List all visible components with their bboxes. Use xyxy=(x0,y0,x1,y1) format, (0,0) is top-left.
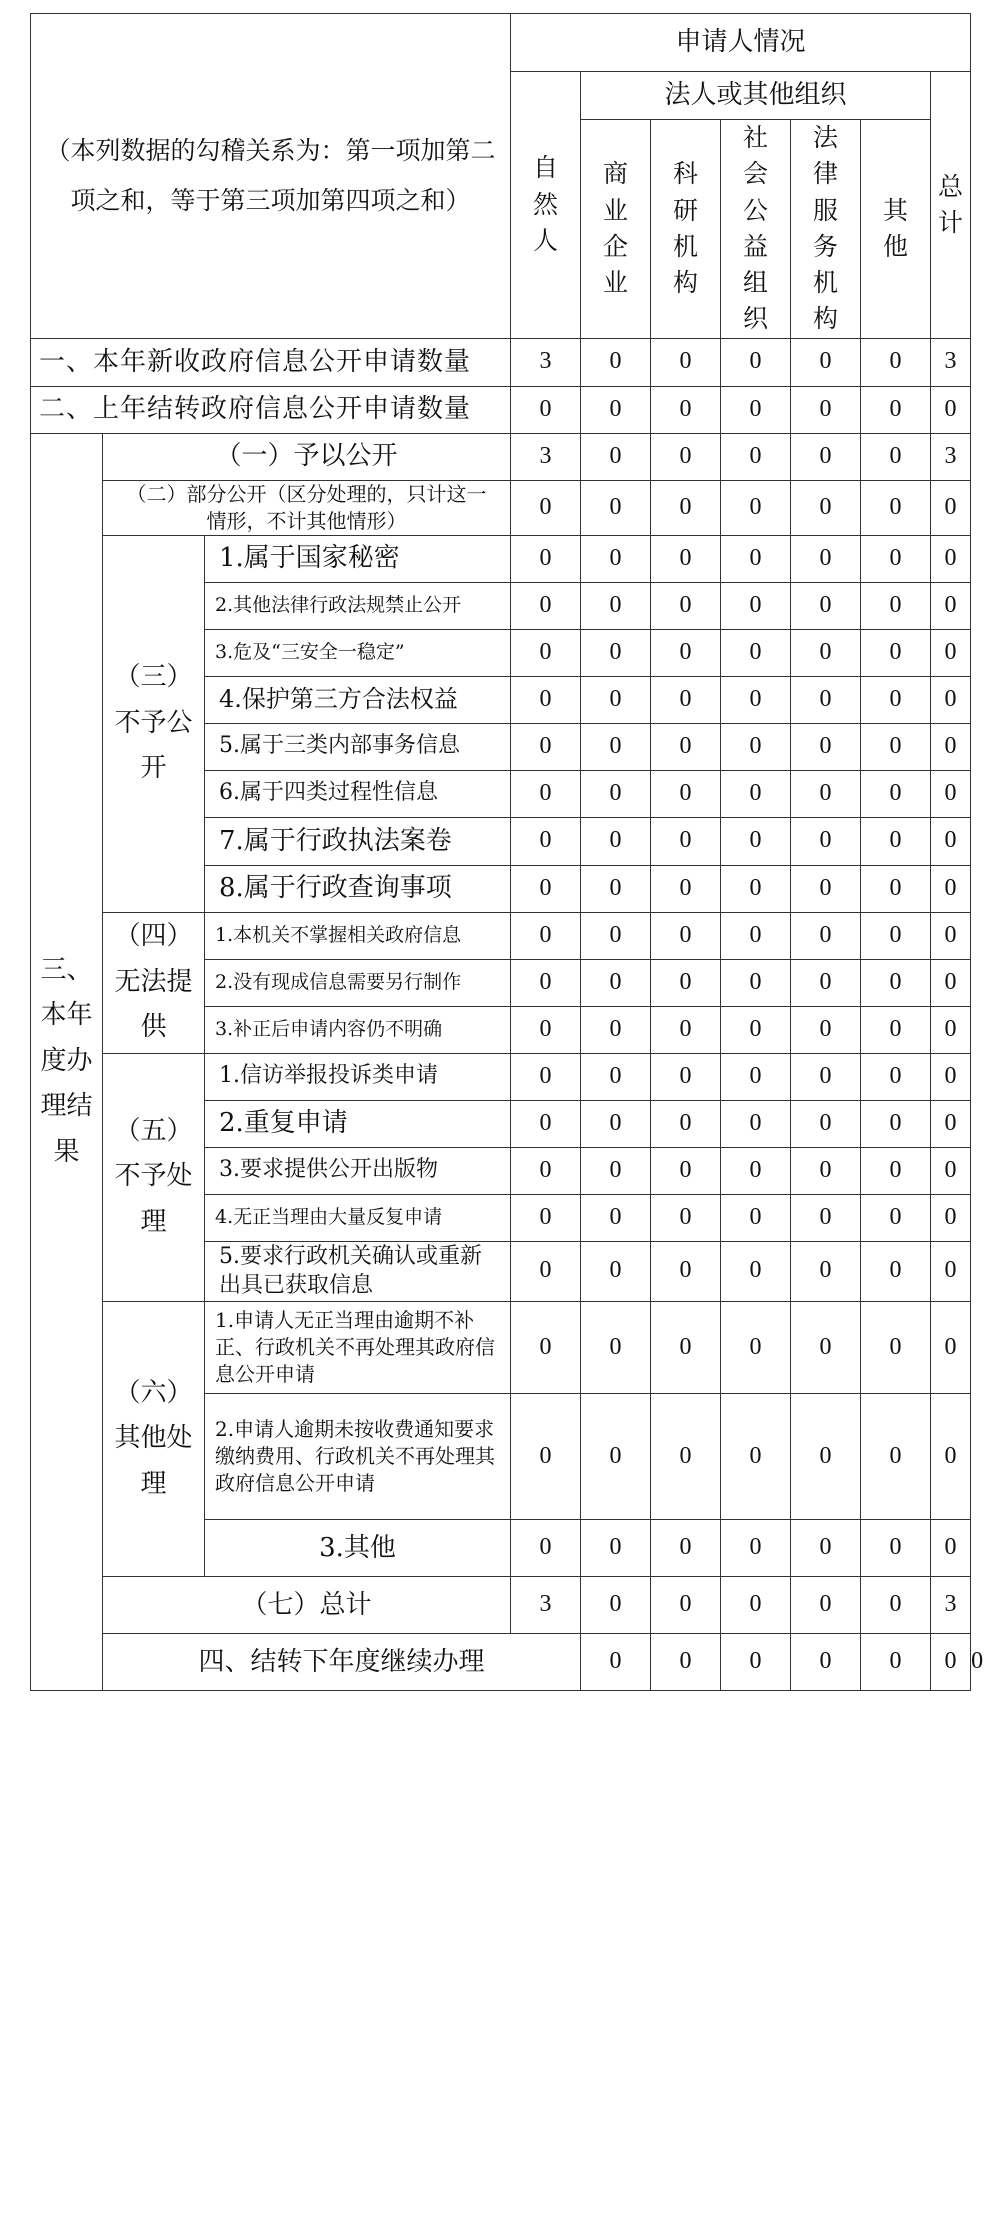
cell: 0 xyxy=(651,1006,721,1053)
cell: 0 xyxy=(931,1006,971,1053)
cell: 0 xyxy=(511,582,581,629)
category-6-label: （六）其他处理 xyxy=(103,1301,205,1576)
cell: 0 xyxy=(511,676,581,723)
cell: 0 xyxy=(651,1053,721,1100)
cell: 0 xyxy=(861,1006,931,1053)
cell: 0 xyxy=(861,770,931,817)
cell: 0 xyxy=(581,770,651,817)
cell: 0 xyxy=(861,1519,931,1576)
category-5-label: （五）不予处理 xyxy=(103,1053,205,1301)
header-applicant: 申请人情况 xyxy=(511,14,971,72)
cell: 0 xyxy=(581,1006,651,1053)
cell: 0 xyxy=(931,676,971,723)
table-row xyxy=(31,386,971,433)
row-label: 一、本年新收政府信息公开申请数量 xyxy=(31,338,511,386)
cell: 0 xyxy=(511,1241,581,1301)
cell: 0 xyxy=(651,1301,721,1393)
cell: 0 xyxy=(721,535,791,582)
cell: 0 xyxy=(861,480,931,535)
cell: 0 xyxy=(791,1194,861,1241)
cell: 0 xyxy=(511,1519,581,1576)
cell: 0 xyxy=(861,1241,931,1301)
row-label: 4.保护第三方合法权益 xyxy=(205,676,511,723)
cell: 0 xyxy=(721,912,791,959)
cell: 0 xyxy=(721,1519,791,1576)
cell: 0 xyxy=(651,1519,721,1576)
row-label: 3.要求提供公开出版物 xyxy=(205,1147,511,1194)
cell: 0 xyxy=(721,865,791,912)
row-label: 四、结转下年度继续办理 xyxy=(103,1633,581,1690)
table-row xyxy=(31,1301,971,1393)
cell: 0 xyxy=(931,1393,971,1519)
cell: 0 xyxy=(791,817,861,865)
table-row xyxy=(31,480,971,535)
cell: 0 xyxy=(651,1100,721,1147)
cell: 0 xyxy=(791,1393,861,1519)
col-natural-person: 自然人 xyxy=(511,72,581,339)
cell: 0 xyxy=(581,338,651,386)
cell: 0 xyxy=(721,1053,791,1100)
cell: 0 xyxy=(791,723,861,770)
cell: 0 xyxy=(861,959,931,1006)
cell: 0 xyxy=(931,912,971,959)
row-label: （七）总计 xyxy=(103,1576,511,1633)
cell: 0 xyxy=(721,723,791,770)
col-public-welfare: 社会公益组织 xyxy=(721,120,791,339)
cell: 0 xyxy=(791,912,861,959)
cell: 3 xyxy=(931,1576,971,1633)
cell: 0 xyxy=(581,817,651,865)
cell: 0 xyxy=(581,1576,651,1633)
cell: 0 xyxy=(861,1194,931,1241)
cell: 0 xyxy=(511,1194,581,1241)
cell: 0 xyxy=(581,433,651,480)
cell: 0 xyxy=(931,1241,971,1301)
cell: 0 xyxy=(721,1006,791,1053)
disclosure-statistics-table xyxy=(30,13,984,1691)
cell: 0 xyxy=(791,1241,861,1301)
cell: 0 xyxy=(861,433,931,480)
cell: 3 xyxy=(511,433,581,480)
cell: 0 xyxy=(791,1006,861,1053)
cell: 0 xyxy=(511,817,581,865)
cell: 0 xyxy=(791,1147,861,1194)
cell: 0 xyxy=(861,912,931,959)
cell: 0 xyxy=(581,1519,651,1576)
cell: 3 xyxy=(511,338,581,386)
cell: 0 xyxy=(931,535,971,582)
cell: 0 xyxy=(861,1053,931,1100)
cell: 0 xyxy=(931,865,971,912)
cell: 0 xyxy=(581,1393,651,1519)
cell: 0 xyxy=(721,338,791,386)
row-label: 3.危及“三安全一稳定” xyxy=(205,629,511,676)
cell: 0 xyxy=(511,1100,581,1147)
cell: 0 xyxy=(651,676,721,723)
cell: 0 xyxy=(581,1633,651,1690)
cell: 0 xyxy=(511,723,581,770)
cell: 0 xyxy=(511,629,581,676)
cell: 0 xyxy=(651,582,721,629)
row-label: 5.要求行政机关确认或重新出具已获取信息 xyxy=(205,1241,511,1301)
table-row xyxy=(31,433,971,480)
cell: 0 xyxy=(651,1576,721,1633)
cell: 0 xyxy=(931,817,971,865)
cell: 0 xyxy=(511,1393,581,1519)
cell: 0 xyxy=(791,1633,861,1690)
cell: 0 xyxy=(651,1241,721,1301)
cell: 0 xyxy=(651,433,721,480)
cell: 0 xyxy=(581,1241,651,1301)
cell: 0 xyxy=(581,865,651,912)
cell: 0 xyxy=(791,676,861,723)
cell: 0 xyxy=(931,1519,971,1576)
cell: 0 xyxy=(931,1147,971,1194)
cell: 0 xyxy=(651,386,721,433)
cell: 0 xyxy=(861,1393,931,1519)
row-label: 5.属于三类内部事务信息 xyxy=(205,723,511,770)
cell: 0 xyxy=(931,723,971,770)
table-row xyxy=(31,338,971,386)
cell: 0 xyxy=(861,1633,931,1690)
cell: 0 xyxy=(791,1301,861,1393)
cell: 0 xyxy=(581,1194,651,1241)
cell: 0 xyxy=(721,1147,791,1194)
cell: 0 xyxy=(581,1147,651,1194)
cell: 0 xyxy=(861,865,931,912)
cell: 0 xyxy=(791,1519,861,1576)
cell: 0 xyxy=(861,817,931,865)
cell: 0 xyxy=(581,386,651,433)
cell: 0 xyxy=(581,676,651,723)
row-label: 6.属于四类过程性信息 xyxy=(205,770,511,817)
cell: 0 xyxy=(721,1301,791,1393)
cell: 0 xyxy=(651,817,721,865)
cell: 0 xyxy=(511,959,581,1006)
cell: 0 xyxy=(861,1147,931,1194)
category-3-label: （三）不予公开 xyxy=(103,535,205,912)
table-row xyxy=(31,1053,971,1100)
row-label: 1.属于国家秘密 xyxy=(205,535,511,582)
cell: 0 xyxy=(511,386,581,433)
cell: 0 xyxy=(791,338,861,386)
category-4-label: （四）无法提供 xyxy=(103,912,205,1053)
cell: 0 xyxy=(511,535,581,582)
cell: 0 xyxy=(651,770,721,817)
cell: 0 xyxy=(791,1100,861,1147)
cell: 0 xyxy=(511,1006,581,1053)
cell: 0 xyxy=(651,629,721,676)
cell: 0 xyxy=(581,1301,651,1393)
cell: 3 xyxy=(511,1576,581,1633)
cell: 0 xyxy=(651,1393,721,1519)
cell: 0 xyxy=(931,770,971,817)
cell: 0 xyxy=(791,629,861,676)
cell: 0 xyxy=(931,629,971,676)
cell: 0 xyxy=(791,386,861,433)
cell: 0 xyxy=(721,629,791,676)
col-research: 科研机构 xyxy=(651,120,721,339)
cell: 0 xyxy=(931,1633,971,1690)
cell: 0 xyxy=(721,959,791,1006)
cell: 0 xyxy=(651,480,721,535)
cell: 0 xyxy=(861,676,931,723)
cell: 0 xyxy=(581,535,651,582)
cell: 0 xyxy=(861,723,931,770)
cell: 0 xyxy=(651,535,721,582)
cell: 0 xyxy=(721,582,791,629)
cell: 0 xyxy=(791,582,861,629)
col-other: 其他 xyxy=(861,120,931,339)
cell: 0 xyxy=(931,1100,971,1147)
cell: 0 xyxy=(721,1576,791,1633)
cell: 0 xyxy=(931,386,971,433)
cell: 0 xyxy=(721,480,791,535)
cell: 0 xyxy=(581,1053,651,1100)
cell: 0 xyxy=(721,676,791,723)
cell: 0 xyxy=(791,1053,861,1100)
cell: 0 xyxy=(581,1100,651,1147)
cell: 0 xyxy=(931,959,971,1006)
cell: 0 xyxy=(651,1147,721,1194)
row-label: （一）予以公开 xyxy=(103,433,511,480)
col-commercial: 商业企业 xyxy=(581,120,651,339)
cell: 0 xyxy=(791,770,861,817)
cell: 0 xyxy=(791,480,861,535)
row-label: 8.属于行政查询事项 xyxy=(205,865,511,912)
row-label: 1.申请人无正当理由逾期不补正、行政机关不再处理其政府信息公开申请 xyxy=(205,1301,511,1393)
cell: 0 xyxy=(861,338,931,386)
cell: 0 xyxy=(861,386,931,433)
col-total: 总计 xyxy=(931,72,971,339)
row-label: 4.无正当理由大量反复申请 xyxy=(205,1194,511,1241)
cell: 0 xyxy=(511,1301,581,1393)
row-label: 2.重复申请 xyxy=(205,1100,511,1147)
cell: 0 xyxy=(581,480,651,535)
cell: 0 xyxy=(511,912,581,959)
cell: 0 xyxy=(931,1053,971,1100)
row-label: （二）部分公开（区分处理的，只计这一情形，不计其他情形） xyxy=(103,480,511,535)
cell: 3 xyxy=(931,338,971,386)
cell: 0 xyxy=(581,582,651,629)
cell: 0 xyxy=(581,723,651,770)
cell: 0 xyxy=(861,582,931,629)
cell: 0 xyxy=(861,535,931,582)
cell: 0 xyxy=(581,629,651,676)
cell: 0 xyxy=(651,338,721,386)
cell: 0 xyxy=(931,480,971,535)
table-row: 四、结转下年度继续办理 0 0 0 0 0 0 0 xyxy=(31,1633,971,1690)
cell: 0 xyxy=(651,865,721,912)
row-label: 3.其他 xyxy=(205,1519,511,1576)
cell: 0 xyxy=(581,912,651,959)
cell: 0 xyxy=(721,770,791,817)
cell: 0 xyxy=(861,1301,931,1393)
row-label: 2.没有现成信息需要另行制作 xyxy=(205,959,511,1006)
cell: 0 xyxy=(791,535,861,582)
row-label: 1.本机关不掌握相关政府信息 xyxy=(205,912,511,959)
header-legal-group: 法人或其他组织 xyxy=(581,72,931,120)
row-label: 1.信访举报投诉类申请 xyxy=(205,1053,511,1100)
cell: 0 xyxy=(931,1194,971,1241)
cell: 0 xyxy=(861,1100,931,1147)
cell: 0 xyxy=(721,1100,791,1147)
col-legal-service: 法律服务机构 xyxy=(791,120,861,339)
cell: 0 xyxy=(721,1241,791,1301)
row-label: 2.其他法律行政法规禁止公开 xyxy=(205,582,511,629)
cell: 0 xyxy=(721,1194,791,1241)
cell: 0 xyxy=(511,770,581,817)
cell: 0 xyxy=(791,433,861,480)
cell: 0 xyxy=(721,433,791,480)
cell: 0 xyxy=(931,582,971,629)
cell: 0 xyxy=(791,959,861,1006)
cell: 0 xyxy=(721,1393,791,1519)
section3-label: 三、本年度办理结果 xyxy=(31,433,103,1690)
cell: 0 xyxy=(581,959,651,1006)
table-row xyxy=(31,1576,971,1633)
cell: 0 xyxy=(511,480,581,535)
cell: 0 xyxy=(931,1301,971,1393)
cell: 0 xyxy=(651,1633,721,1690)
row-label: 二、上年结转政府信息公开申请数量 xyxy=(31,386,511,433)
cell: 0 xyxy=(861,1576,931,1633)
row-label: 2.申请人逾期未按收费通知要求缴纳费用、行政机关不再处理其政府信息公开申请 xyxy=(205,1393,511,1519)
table-row xyxy=(31,535,971,582)
cell: 0 xyxy=(861,629,931,676)
row-label: 3.补正后申请内容仍不明确 xyxy=(205,1006,511,1053)
cell: 0 xyxy=(651,912,721,959)
cell: 0 xyxy=(511,865,581,912)
cell: 0 xyxy=(721,817,791,865)
cell: 0 xyxy=(511,1147,581,1194)
cell: 0 xyxy=(791,1576,861,1633)
header-note: （本列数据的勾稽关系为：第一项加第二项之和，等于第三项加第四项之和） xyxy=(31,14,511,339)
cell: 0 xyxy=(651,959,721,1006)
row-label: 7.属于行政执法案卷 xyxy=(205,817,511,865)
cell: 0 xyxy=(721,386,791,433)
cell: 0 xyxy=(511,1053,581,1100)
cell: 0 xyxy=(721,1633,791,1690)
table-row xyxy=(31,912,971,959)
cell: 0 xyxy=(651,1194,721,1241)
cell: 3 xyxy=(931,433,971,480)
cell: 0 xyxy=(651,723,721,770)
cell: 0 xyxy=(791,865,861,912)
